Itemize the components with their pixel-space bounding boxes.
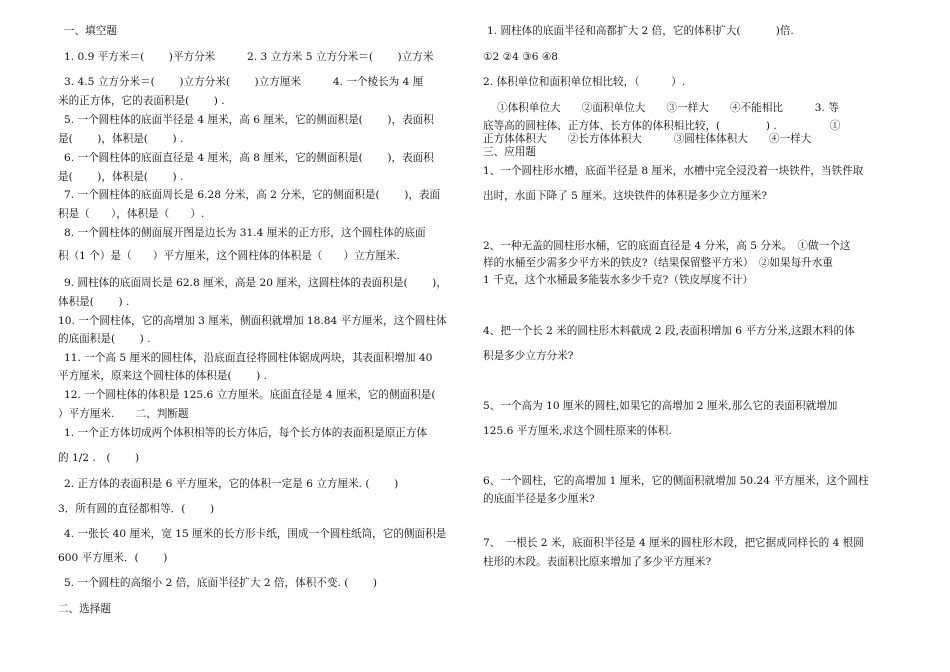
- options-line: ①2 ②4 ③6 ④8: [483, 51, 559, 63]
- section-application-heading: 三、应用题: [483, 146, 536, 158]
- question-line: 125.6 平方厘米,求这个圆柱原来的体积.: [483, 425, 672, 437]
- options-line: ①体积单位大 ②面积单位大 ③一样大 ④不能相比 3. 等: [497, 102, 839, 114]
- question-line: 10. 一个圆柱体，它的高增加 3 厘米，侧面积就增加 18.84 平方厘米，这个圆柱体: [58, 315, 447, 327]
- question-line: 6、一个圆柱，它的高增加 1 厘米，它的侧面积就增加 50.24 平方厘米，这个圆柱: [483, 475, 869, 487]
- question-line: 3. 4.5 立方分米＝( )立方分米( )立方厘米 4. 一个棱长为 4 厘: [64, 76, 424, 88]
- question-line: 的底面半径是多少厘米?: [483, 493, 595, 505]
- question-line: 5. 一个圆柱体的底面半径是 4 厘米，高 6 厘米，它的侧面积是( )，表面积: [64, 114, 434, 126]
- question-line: 7. 一个圆柱体的底面周长是 6.28 分米，高 2 分米，它的侧面积是( )，表面: [64, 189, 441, 201]
- question-line: 1. 0.9 平方米＝( )平方分米 2. 3 立方米 5 立方分米＝( )立方米: [64, 51, 434, 63]
- question-line: ）平方厘米. 二、判断题: [58, 408, 189, 420]
- question-line: 底等高的圆柱体、正方体、长方体的体积相比较，( ) . ①: [483, 120, 841, 132]
- question-line: 1 千克，这个水桶最多能装水多少千克?（铁皮厚度不计）: [483, 274, 754, 286]
- question-line: 2. 正方体的表面积是 6 平方厘米，它的体积一定是 6 立方厘米. ( ): [64, 478, 399, 490]
- question-line: 是( )，体积是( ) .: [58, 133, 184, 145]
- options-line: 正方体体积大 ②长方体体积大 ③圆柱体体积大 ④一样大: [483, 133, 812, 145]
- question-line: 样的水桶至少需多少平方米的铁皮?（结果保留整平方米） ②如果每升水重: [483, 257, 833, 269]
- question-line: 9. 圆柱体的底面周长是 62.8 厘米，高是 20 厘米，这圆柱体的表面积是( )，: [64, 277, 447, 289]
- question-line: 的底面积是( ) .: [58, 333, 151, 345]
- question-line: 3．所有圆的直径都相等．( ): [58, 503, 215, 515]
- question-line: 4、把一个长 2 米的圆柱形木料截成 2 段,表面积增加 6 平方分米,这跟木料的体: [483, 325, 855, 337]
- section-fill-blank-heading: 一、填空题: [64, 25, 117, 37]
- question-line: 柱形的木段。表面积比原来增加了多少平方厘米?: [483, 556, 712, 568]
- question-line: 是( )，体积是( ) .: [58, 171, 184, 183]
- question-line: 米的正方体，它的表面积是( ) .: [58, 95, 225, 107]
- question-line: 1. 圆柱体的底面半径和高都扩大 2 倍，它的体积扩大( )倍.: [487, 25, 794, 37]
- question-line: 5. 一个圆柱的高缩小 2 倍，底面半径扩大 2 倍，体积不变. ( ): [64, 577, 378, 589]
- question-line: 积（1 个）是（ ）平方厘米，这个圆柱体的体积是（ ）立方厘米.: [58, 250, 400, 262]
- question-line: 积是多少立方分米?: [483, 350, 574, 362]
- question-line: 600 平方厘米．( ): [58, 552, 168, 564]
- question-line: 2、一种无盖的圆柱形水桶，它的底面直径是 4 分米，高 5 分米。 ①做一个这: [483, 240, 851, 252]
- question-line: 8. 一个圆柱体的侧面展开图是边长为 31.4 厘米的正方形，这个圆柱体的底面: [64, 227, 426, 239]
- question-line: 的 1/2 . ( ): [58, 452, 140, 464]
- question-line: 2. 体积单位和面积单位相比较，（ ）.: [483, 76, 686, 88]
- question-line: 7、 一根长 2 米，底面积半径是 4 厘米的圆柱形木段，把它据成同样长的 4 根圆: [483, 537, 864, 549]
- question-line: 出时，水面下降了 5 厘米。这块铁件的体积是多少立方厘米?: [483, 190, 767, 202]
- question-line: 1、一个圆柱形水槽，底面半径是 8 厘米，水槽中完全浸没着一块铁件，当铁件取: [483, 165, 864, 177]
- question-line: 体积是( ) .: [58, 296, 130, 308]
- question-line: 积是（ ），体积是（ ）.: [58, 208, 205, 220]
- question-line: 12. 一个圆柱体的体积是 125.6 立方厘米。底面直径是 4 厘米，它的侧面积是(: [64, 389, 436, 401]
- question-line: 4. 一张长 40 厘米，宽 15 厘米的长方形卡纸，围成一个圆柱纸筒，它的侧面积是: [64, 528, 447, 540]
- question-line: 平方厘米，原来这个圆柱体的体积是( ) .: [58, 370, 268, 382]
- question-line: 1. 一个正方体切成两个体积相等的长方体后，每个长方体的表面积是原正方体: [64, 427, 428, 439]
- question-line: 5、一个高为 10 厘米的圆柱,如果它的高增加 2 厘米,那么它的表面积就增加: [483, 400, 838, 412]
- question-line: 11. 一个高 5 厘米的圆柱体，沿底面直径将圆柱体锯成两块，其表面积增加 40: [64, 352, 433, 364]
- question-line: 6. 一个圆柱体的底面直径是 4 厘米，高 8 厘米，它的侧面积是( )，表面积: [64, 152, 434, 164]
- section-choice-heading: 二、选择题: [58, 603, 111, 615]
